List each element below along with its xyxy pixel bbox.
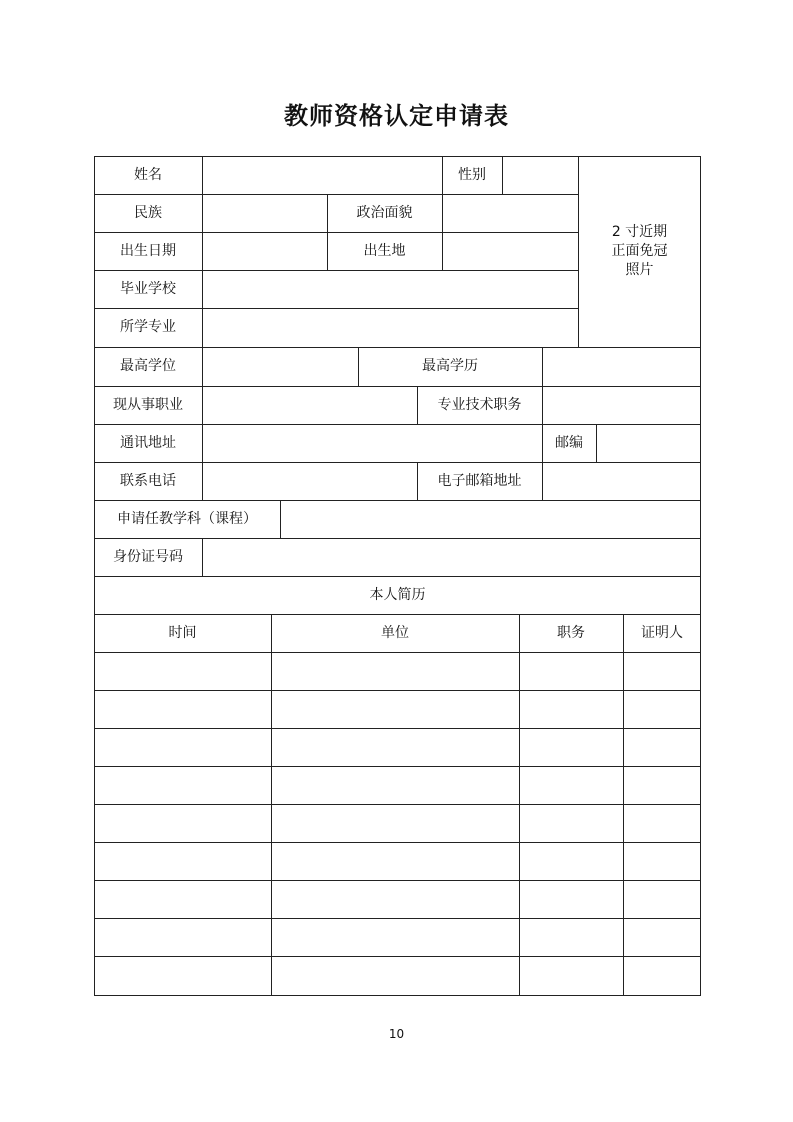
rule: [417, 462, 418, 500]
birthplace-field[interactable]: [442, 232, 578, 270]
resume-cell-witness[interactable]: [623, 690, 701, 728]
resume-cell-witness[interactable]: [623, 652, 701, 690]
rule: [271, 614, 272, 996]
email-field[interactable]: [542, 462, 701, 500]
rule: [327, 194, 328, 270]
rule: [94, 270, 578, 271]
rule: [623, 614, 624, 996]
label-address: 通讯地址: [120, 434, 176, 451]
rule: [202, 156, 203, 347]
resume-cell-time[interactable]: [94, 842, 271, 880]
id-number-field[interactable]: [202, 538, 701, 576]
rule: [358, 347, 359, 386]
photo-box[interactable]: [578, 156, 701, 347]
label-major: 所学专业: [120, 319, 176, 336]
form-title: 教师资格认定申请表: [284, 102, 509, 130]
rule: [519, 614, 520, 996]
resume-cell-witness[interactable]: [623, 918, 701, 956]
gender-field[interactable]: [502, 156, 578, 194]
resume-section-title: 本人简历: [369, 586, 426, 603]
resume-cell-witness[interactable]: [623, 956, 701, 994]
label-postcode: 邮编: [555, 434, 583, 451]
photo-caption-line1: 2 寸近期: [611, 224, 668, 241]
resume-cell-time[interactable]: [94, 690, 271, 728]
address-field[interactable]: [202, 424, 542, 462]
resume-cell-unit[interactable]: [271, 842, 519, 880]
phone-field[interactable]: [202, 462, 417, 500]
rule: [94, 462, 701, 463]
rule: [94, 308, 578, 309]
label-teaching-subject: 申请任教学科（课程）: [117, 510, 257, 527]
ethnicity-field[interactable]: [202, 194, 327, 232]
label-political-status: 政治面貌: [356, 204, 413, 221]
resume-cell-time[interactable]: [94, 728, 271, 766]
resume-cell-position[interactable]: [519, 766, 623, 804]
label-birth-date: 出生日期: [120, 242, 176, 259]
resume-cell-position[interactable]: [519, 804, 623, 842]
rule: [578, 156, 579, 347]
rule: [94, 538, 701, 539]
resume-cell-position[interactable]: [519, 690, 623, 728]
page-number: 10: [388, 1027, 405, 1041]
resume-cell-witness[interactable]: [623, 842, 701, 880]
label-email: 电子邮箱地址: [437, 472, 522, 489]
postcode-field[interactable]: [596, 424, 701, 462]
rule: [202, 347, 203, 500]
resume-cell-position[interactable]: [519, 842, 623, 880]
teaching-subject-field[interactable]: [280, 500, 701, 538]
rule: [94, 614, 701, 615]
label-phone: 联系电话: [120, 472, 176, 489]
rule: [94, 232, 578, 233]
rule: [94, 424, 701, 425]
resume-cell-witness[interactable]: [623, 766, 701, 804]
resume-cell-position[interactable]: [519, 956, 623, 994]
label-gender: 性别: [458, 166, 486, 183]
rule: [94, 347, 701, 348]
name-field[interactable]: [202, 156, 442, 194]
photo-caption-line2: 正面免冠: [611, 243, 668, 260]
rule: [417, 386, 418, 424]
resume-cell-position[interactable]: [519, 918, 623, 956]
rule: [94, 576, 701, 577]
rule: [94, 386, 701, 387]
graduated-school-field[interactable]: [202, 270, 578, 308]
label-professional-title: 专业技术职务: [437, 396, 522, 413]
rule: [442, 156, 443, 194]
rule: [94, 194, 578, 195]
application-form: [94, 156, 701, 996]
political-status-field[interactable]: [442, 194, 578, 232]
resume-cell-witness[interactable]: [623, 880, 701, 918]
label-name: 姓名: [134, 166, 162, 183]
border-top: [94, 156, 701, 157]
resume-cell-time[interactable]: [94, 766, 271, 804]
highest-degree-field[interactable]: [202, 347, 358, 386]
resume-col-unit: 单位: [381, 624, 409, 641]
resume-cell-position[interactable]: [519, 728, 623, 766]
highest-education-field[interactable]: [542, 347, 701, 386]
rule: [596, 424, 597, 462]
rule: [94, 500, 701, 501]
label-ethnicity: 民族: [134, 204, 162, 221]
resume-col-position: 职务: [557, 624, 585, 641]
resume-cell-time[interactable]: [94, 652, 271, 690]
resume-cell-unit[interactable]: [271, 728, 519, 766]
resume-cell-witness[interactable]: [623, 804, 701, 842]
label-graduated-school: 毕业学校: [120, 280, 176, 297]
resume-cell-position[interactable]: [519, 652, 623, 690]
resume-cell-time[interactable]: [94, 918, 271, 956]
label-highest-education: 最高学历: [422, 358, 478, 375]
professional-title-field[interactable]: [542, 386, 701, 424]
photo-caption-line3: 照片: [625, 261, 654, 278]
border-bottom: [94, 995, 701, 996]
rule: [442, 194, 443, 270]
label-birthplace: 出生地: [363, 242, 406, 259]
label-id-number: 身份证号码: [113, 548, 183, 565]
resume-col-time: 时间: [168, 624, 197, 641]
resume-cell-time[interactable]: [94, 956, 271, 994]
resume-cell-witness[interactable]: [623, 728, 701, 766]
resume-col-witness: 证明人: [641, 624, 683, 641]
birth-date-field[interactable]: [202, 232, 327, 270]
major-field[interactable]: [202, 308, 578, 347]
resume-cell-unit[interactable]: [271, 804, 519, 842]
current-occupation-field[interactable]: [202, 386, 417, 424]
resume-cell-time[interactable]: [94, 804, 271, 842]
rule: [280, 500, 281, 538]
rule: [94, 652, 701, 653]
resume-cell-unit[interactable]: [271, 956, 519, 994]
resume-cell-time[interactable]: [94, 880, 271, 918]
resume-cell-position[interactable]: [519, 880, 623, 918]
rule: [202, 538, 203, 576]
resume-cell-unit[interactable]: [271, 690, 519, 728]
resume-cell-unit[interactable]: [271, 918, 519, 956]
rule: [502, 156, 503, 194]
label-current-occupation: 现从事职业: [113, 396, 183, 413]
label-highest-degree: 最高学位: [120, 358, 176, 375]
resume-cell-unit[interactable]: [271, 766, 519, 804]
rule: [542, 347, 543, 500]
resume-cell-unit[interactable]: [271, 652, 519, 690]
resume-cell-unit[interactable]: [271, 880, 519, 918]
